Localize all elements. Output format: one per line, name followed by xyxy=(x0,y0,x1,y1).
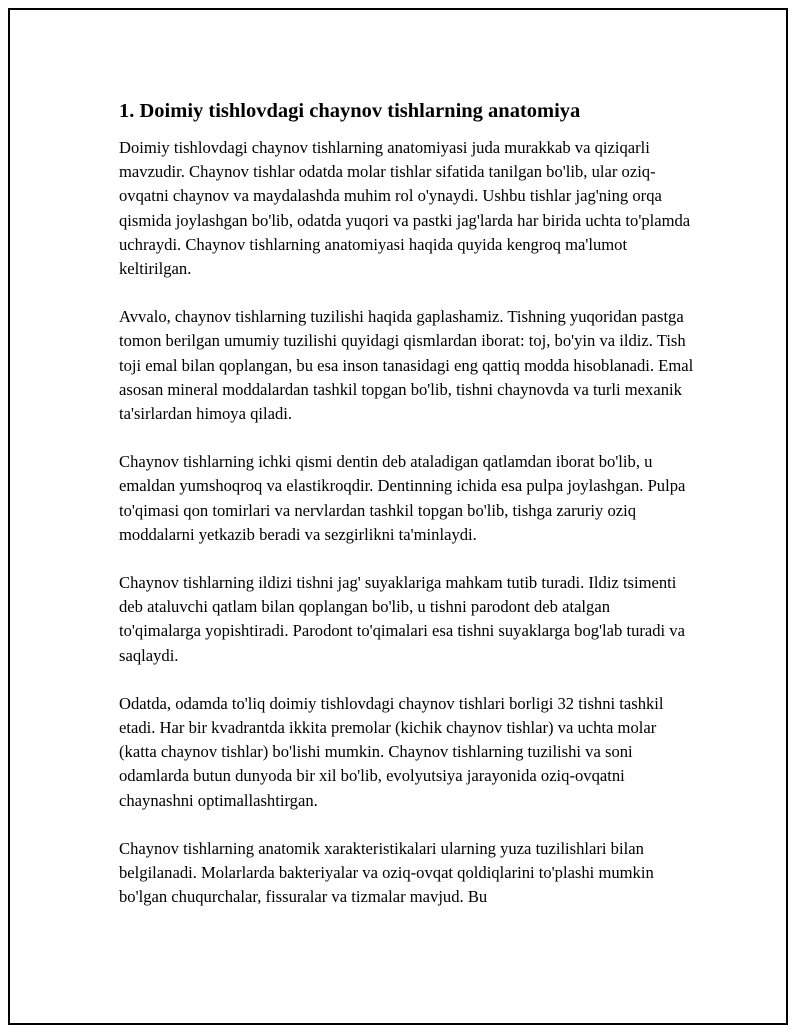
paragraph-2: Avvalo, chaynov tishlarning tuzilishi haqida gaplashamiz. Tishning yuqoridan pastga tomon berilgan umumiy tuzilishi quyidagi qismlardan iborat: toj, bo'yin va ildiz. Tish toji emal bilan qoplangan, bu esa inson tanasidagi eng qattiq modda hisoblanadi. Emal asosan mineral moddalardan tashkil topgan bo'lib, tishni chaynovda va turli mexanik ta'sirlardan himoya qiladi. xyxy=(119,307,694,424)
document-heading: 1. Doimiy tishlovdagi chaynov tishlarning anatomiya xyxy=(119,100,581,122)
paragraph-5: Odatda, odamda to'liq doimiy tishlovdagi chaynov tishlari borligi 32 tishni tashkil etadi. Har bir kvadrantda ikkita premolar (kichik chaynov tishlar) va uchta molar (katta chaynov tishlar) bo'lishi mumkin. Chaynov tishlarning tuzilishi va soni odamlarda butun dunyoda bir xil bo'lib, evolyutsiya jarayonida oziq-ovqatni chaynashni optimallashtirgan. xyxy=(119,693,664,810)
paragraph-4: Chaynov tishlarning ildizi tishni jag' suyaklariga mahkam tutib turadi. Ildiz tsimenti deb ataluvchi qatlam bilan qoplangan bo'lib, u tishni parodont deb atalgan to'qimalarga yopishtiradi. Parodont to'qimalari esa tishni suyaklarga bog'lab turadi va saqlaydi. xyxy=(119,573,685,665)
paragraph-6: Chaynov tishlarning anatomik xarakteristikalari ularning yuza tuzilishlari bilan belgilanadi. Molarlarda bakteriyalar va oziq-ovqat qoldiqlarini to'plashi mumkin bo'lgan chuqurchalar, fissuralar va tizmalar mavjud. Bu xyxy=(119,838,654,907)
document-body xyxy=(119,98,694,933)
page-frame xyxy=(8,8,788,1025)
paragraph-3: Chaynov tishlarning ichki qismi dentin deb ataladigan qatlamdan iborat bo'lib, u emaldan yumshoqroq va elastikroqdir. Dentinning ichida esa pulpa joylashgan. Pulpa to'qimasi qon tomirlari va nervlardan tashkil topgan bo'lib, tishga zaruriy oziq moddalarni yetkazib beradi va sezgirlikni ta'minlaydi. xyxy=(119,452,686,544)
paragraph-1: Doimiy tishlovdagi chaynov tishlarning anatomiyasi juda murakkab va qiziqarli mavzudir. Chaynov tishlar odatda molar tishlar sifatida tanilgan bo'lib, ular oziq-ovqatni chaynov va maydalashda muhim rol o'ynaydi. Ushbu tishlar jag'ning orqa qismida joylashgan bo'lib, odatda yuqori va pastki jag'larda har birida uchta to'plamda uchraydi. Chaynov tishlarning anatomiyasi haqida quyida kengroq ma'lumot keltirilgan. xyxy=(119,138,691,279)
